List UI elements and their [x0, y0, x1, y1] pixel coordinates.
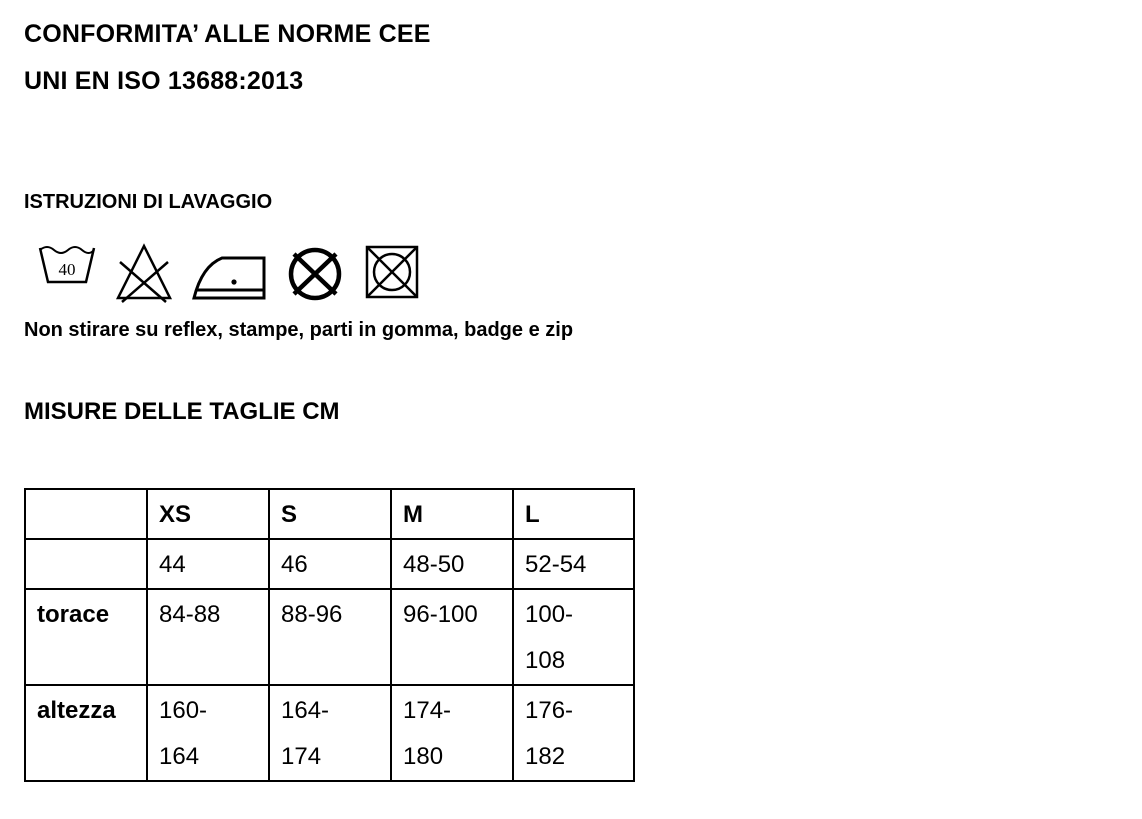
- table-cell: 48-50: [391, 539, 513, 589]
- table-cell: 44: [147, 539, 269, 589]
- ironing-note: Non stirare su reflex, stampe, parti in gomma, badge e zip: [24, 319, 574, 341]
- table-cell: 160- 164: [147, 685, 269, 781]
- table-cell: 84-88: [147, 589, 269, 685]
- washing-title: ISTRUZIONI DI LAVAGGIO: [24, 191, 273, 213]
- wash-temp-label: 40: [58, 260, 76, 279]
- table-row: [25, 539, 634, 589]
- row-label: [25, 539, 147, 589]
- sizes-title: MISURE DELLE TAGLIE CM: [24, 398, 340, 425]
- table-row: [25, 685, 634, 781]
- conformity-title: CONFORMITA’ ALLE NORME CEE: [24, 20, 431, 48]
- table-cell: 46: [269, 539, 391, 589]
- size-table: [24, 488, 635, 782]
- iron-low-icon: [188, 240, 270, 304]
- no-bleach-icon: [114, 240, 174, 304]
- wash-40-icon: [36, 240, 98, 290]
- header-cell-l: L: [513, 489, 634, 539]
- table-cell: 164- 174: [269, 685, 391, 781]
- table-cell: 100- 108: [513, 589, 634, 685]
- header-cell-empty: [25, 489, 147, 539]
- table-cell: 52-54: [513, 539, 634, 589]
- header-cell-s: S: [269, 489, 391, 539]
- no-dry-clean-icon: [284, 240, 346, 304]
- header-cell-xs: XS: [147, 489, 269, 539]
- table-row: [25, 589, 634, 685]
- table-cell: 88-96: [269, 589, 391, 685]
- size-header-row: [25, 489, 634, 539]
- row-label: altezza: [25, 685, 147, 781]
- table-cell: 96-100: [391, 589, 513, 685]
- no-tumble-dry-icon: [362, 240, 422, 304]
- header-cell-m: M: [391, 489, 513, 539]
- row-label: torace: [25, 589, 147, 685]
- table-cell: 174- 180: [391, 685, 513, 781]
- standard-title: UNI EN ISO 13688:2013: [24, 67, 304, 95]
- table-cell: 176- 182: [513, 685, 634, 781]
